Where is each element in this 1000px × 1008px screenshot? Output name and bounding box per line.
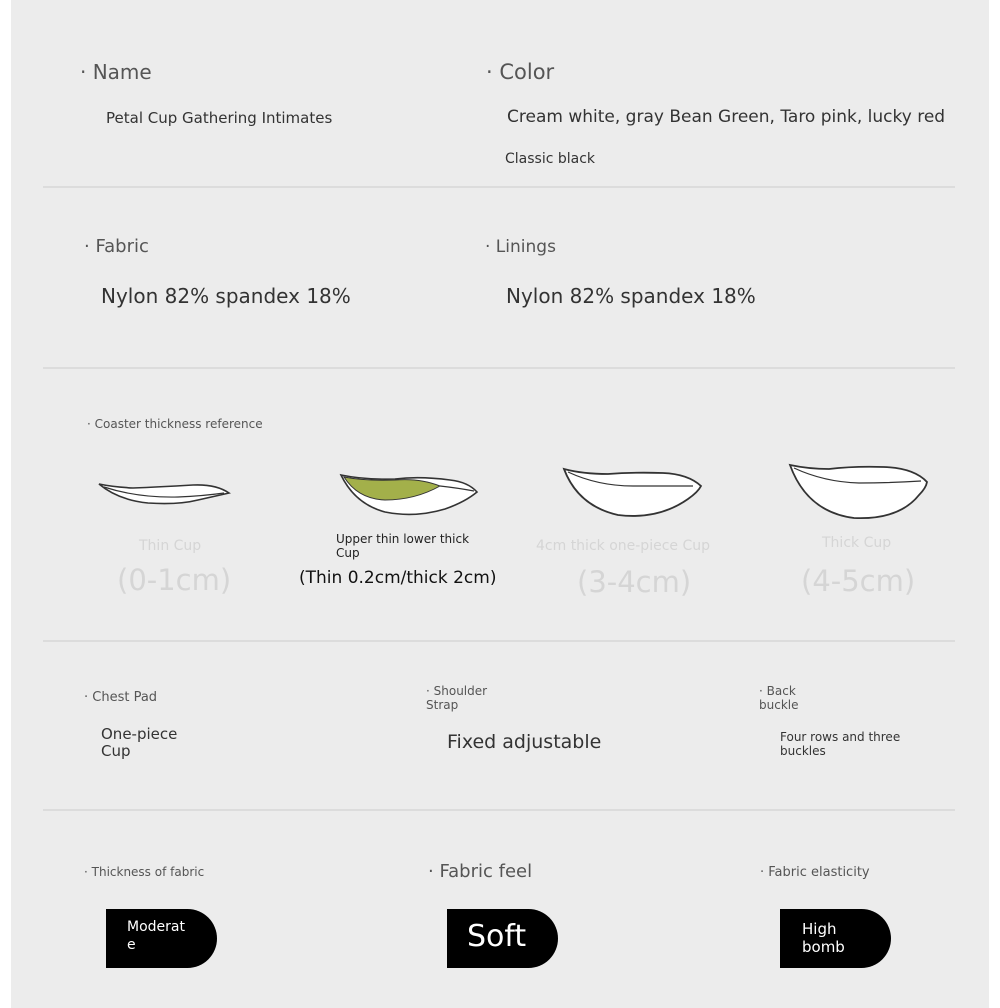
cup-range: (0-1cm) (117, 563, 232, 597)
fabric-feel-badge (447, 909, 558, 968)
chest-pad-label: · Chest Pad (84, 690, 158, 705)
divider (43, 367, 955, 369)
fabric-value: Nylon 82% spandex 18% (101, 284, 351, 308)
thin-cup-icon (98, 478, 232, 508)
one-piece-cup-icon (563, 466, 703, 520)
color-value-line2: Classic black (505, 151, 596, 167)
fabric-elasticity-label: · Fabric elasticity (760, 865, 870, 880)
cup-range: (4-5cm) (801, 564, 916, 598)
thickness-of-fabric-badge (106, 909, 217, 968)
upper-thin-lower-thick-cup-icon (340, 472, 480, 518)
thickness-of-fabric-value-line1: Moderat (127, 919, 185, 935)
fabric-feel-value: Soft (467, 919, 527, 954)
back-buckle-value-line2: buckles (780, 744, 826, 758)
thick-cup-icon (789, 462, 929, 522)
divider (43, 640, 955, 642)
thickness-of-fabric-label: · Thickness of fabric (84, 865, 205, 879)
cup-name: 4cm thick one-piece Cup (536, 538, 710, 554)
shoulder-strap-label-line2: Strap (426, 698, 459, 712)
linings-value: Nylon 82% spandex 18% (506, 284, 756, 308)
chest-pad-value-line1: One-piece (101, 725, 178, 743)
coaster-label: · Coaster thickness reference (87, 417, 263, 431)
back-buckle-label-line1: · Back (759, 684, 796, 698)
shoulder-strap-label-line1: · Shoulder (426, 684, 488, 698)
cup-name: Thick Cup (822, 535, 892, 551)
back-buckle-label-line2: buckle (759, 698, 799, 712)
color-value-line1: Cream white, gray Bean Green, Taro pink, lucky red (507, 107, 946, 127)
cup-range: (Thin 0.2cm/thick 2cm) (299, 568, 497, 588)
divider (43, 809, 955, 811)
fabric-elasticity-badge (780, 909, 891, 968)
back-buckle-value-line1: Four rows and three (780, 730, 901, 744)
chest-pad-value-line2: Cup (101, 742, 131, 760)
fabric-elasticity-value-line2: bomb (802, 938, 845, 956)
thickness-of-fabric-value-line2: e (127, 937, 136, 953)
cup-name-line1: Upper thin lower thick (336, 532, 470, 546)
fabric-elasticity-value-line1: High (802, 920, 837, 938)
fabric-label: · Fabric (84, 236, 149, 257)
color-label: · Color (486, 60, 555, 84)
linings-label: · Linings (485, 237, 556, 257)
name-label: · Name (80, 60, 152, 84)
cup-name-line2: Cup (336, 546, 360, 560)
divider (43, 186, 955, 188)
cup-name: Thin Cup (139, 538, 202, 554)
fabric-feel-label: · Fabric feel (428, 861, 533, 882)
name-value: Petal Cup Gathering Intimates (106, 109, 333, 127)
shoulder-strap-value: Fixed adjustable (447, 731, 602, 753)
cup-range: (3-4cm) (577, 565, 692, 599)
